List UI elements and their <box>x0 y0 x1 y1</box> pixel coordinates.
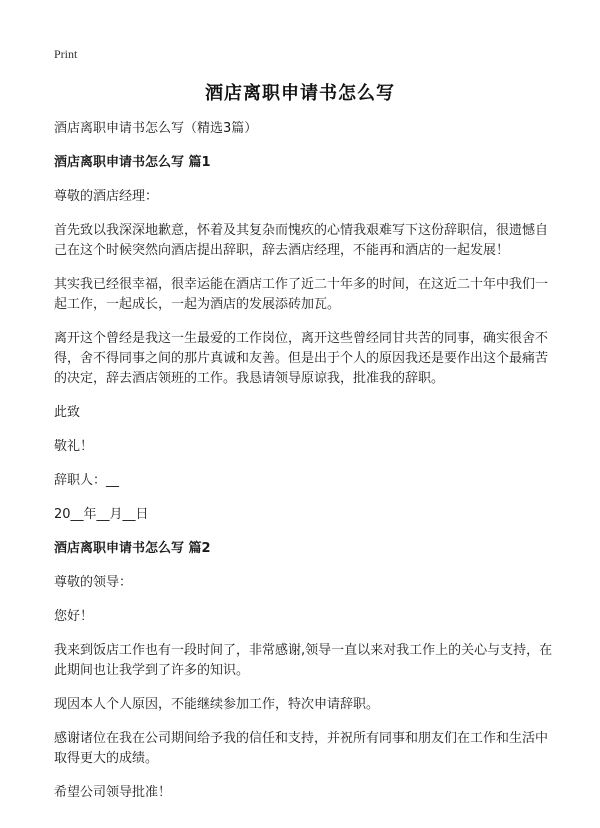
paragraph: 我来到饭店工作也有一段时间了，非常感谢,领导一直以来对我工作上的关心与支持，在此期间也让我学到了许多的知识。 <box>54 643 553 678</box>
paragraph: 敬礼！ <box>54 439 94 454</box>
paragraph: 辞职人：__ <box>54 473 120 488</box>
section-heading: 酒店离职申请书怎么写 篇1 <box>54 155 211 170</box>
paragraph: 20__年__月__日 <box>54 507 149 522</box>
document-body <box>54 119 560 817</box>
paragraph: 尊敬的领导： <box>54 575 133 590</box>
section-heading: 酒店离职申请书怎么写 篇2 <box>54 541 211 556</box>
paragraph: 您好！ <box>54 609 94 624</box>
print-link[interactable]: Print <box>54 47 78 61</box>
paragraph: 酒店离职申请书怎么写（精选3篇） <box>54 121 258 136</box>
paragraph: 感谢诸位在我在公司期间给予我的信任和支持，并祝所有同事和朋友们在工作和生活中取得更大的成绩。 <box>54 731 549 766</box>
paragraph: 首先致以我深深地歉意，怀着及其复杂而愧疚的心情我艰难写下这份辞职信，很遗憾自己在这个时候突然向酒店提出辞职，辞去酒店经理，不能再和酒店的一起发展！ <box>54 223 549 258</box>
paragraph: 现因本人个人原因，不能继续参加工作，特次申请辞职。 <box>54 697 380 712</box>
paragraph: 希望公司领导批准！ <box>54 785 172 800</box>
paragraph: 其实我已经很幸福，很幸运能在酒店工作了近二十年多的时间，在这近二十年中我们一起工作，一起成长，一起为酒店的发展添砖加瓦。 <box>54 277 549 312</box>
page-title: 酒店离职申请书怎么写 <box>205 83 395 104</box>
paragraph: 此致 <box>54 405 81 420</box>
paragraph: 尊敬的酒店经理： <box>54 189 159 204</box>
paragraph: 离开这个曾经是我这一生最爱的工作岗位，离开这些曾经同甘共苦的同事，确实很舍不得，舍不得同事之间的那片真诚和友善。但是出于个人的原因我还是要作出这个最痛苦的决定，辞去酒店领班的工作。我恳请领导原谅我，批准我的辞职。 <box>54 331 549 386</box>
